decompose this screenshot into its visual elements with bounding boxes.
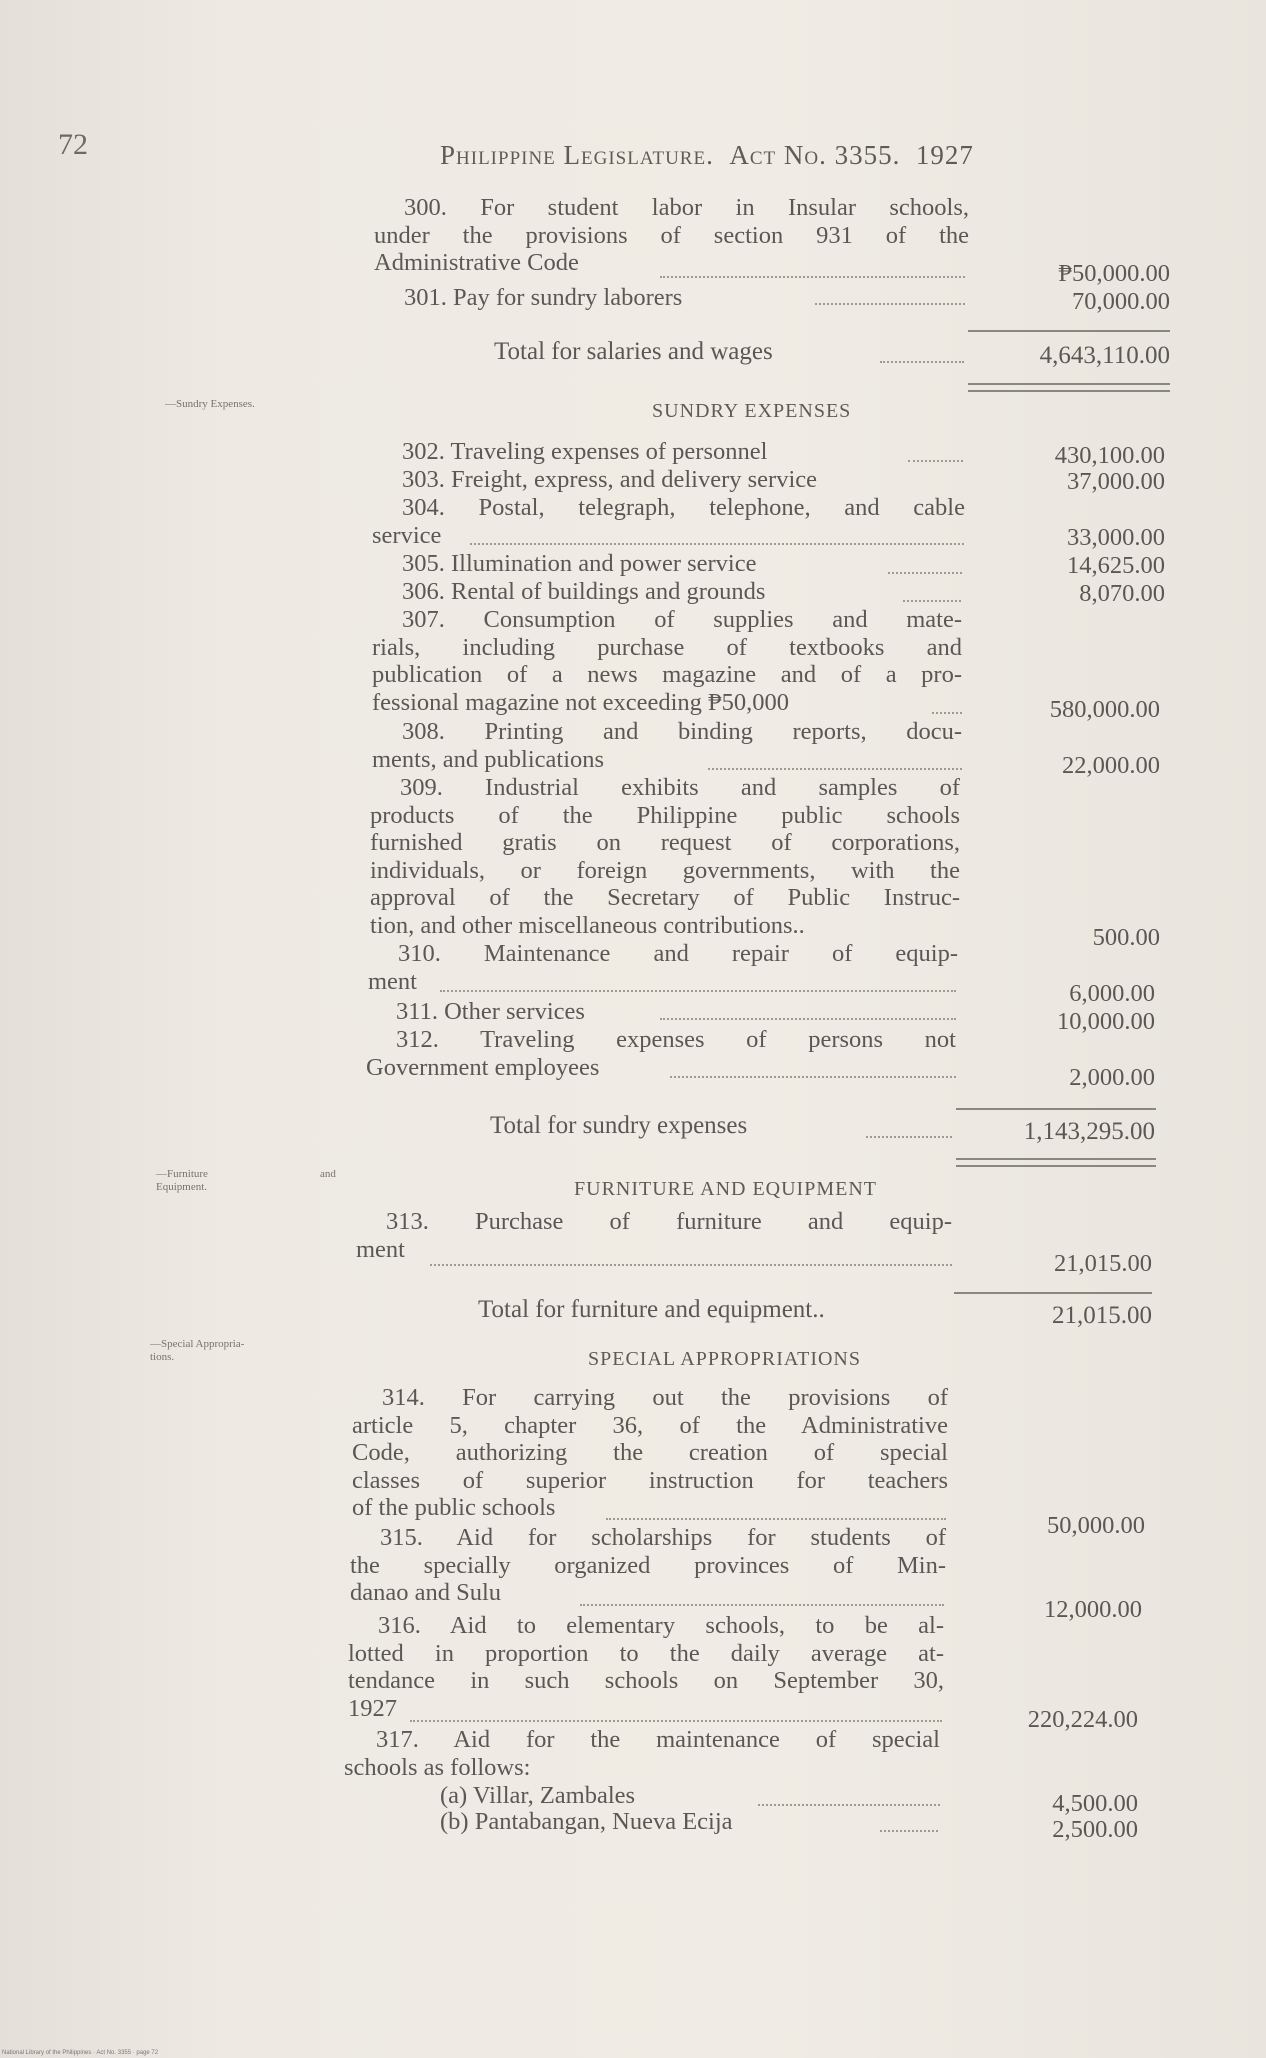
amount-303: 37,000.00 xyxy=(1067,468,1165,495)
amount-310: 6,000.00 xyxy=(1069,980,1155,1007)
amount-314: 50,000.00 xyxy=(1047,1512,1145,1539)
amount-300: ₱50,000.00 xyxy=(1058,260,1170,287)
item-303 xyxy=(402,466,817,494)
leader-dots xyxy=(932,712,962,714)
double-rule xyxy=(968,383,1170,392)
running-head-year: 1927 xyxy=(915,140,974,170)
item-300-line-2: under the provisions of section 931 of the xyxy=(374,221,969,249)
total-salaries-amount: 4,643,110.00 xyxy=(1039,342,1170,369)
amount-306: 8,070.00 xyxy=(1079,580,1165,607)
item-316-line-2: lotted in proportion to the daily average at- xyxy=(348,1639,944,1667)
item-300-line-1: 300. For student labor in Insular schools, xyxy=(404,194,969,221)
item-314-line-2: article 5, chapter 36, of the Administrative xyxy=(352,1411,948,1439)
amount-315: 12,000.00 xyxy=(1044,1596,1142,1623)
item-308-line-2: ments, and publications xyxy=(372,745,605,773)
total-furniture-amount: 21,015.00 xyxy=(1052,1302,1152,1329)
item-317 xyxy=(344,1726,940,1781)
leader-dots xyxy=(815,303,965,305)
item-304 xyxy=(372,494,965,549)
leader-dots xyxy=(660,1018,956,1020)
double-rule xyxy=(956,1158,1156,1167)
item-310 xyxy=(368,940,958,995)
item-307 xyxy=(372,606,962,716)
leader-dots xyxy=(880,361,964,363)
margin-note-furniture-2: Equipment. xyxy=(156,1181,208,1193)
item-315-line-1: 315. Aid for scholarships for students of xyxy=(380,1524,946,1551)
item-315-line-3: danao and Sulu xyxy=(350,1579,502,1606)
running-head xyxy=(440,140,974,171)
amount-313: 21,015.00 xyxy=(1054,1250,1152,1277)
margin-note-furniture-and: and xyxy=(320,1168,336,1180)
item-313-line-1: 313. Purchase of furniture and equip- xyxy=(386,1208,952,1235)
heading-sundry-expenses: SUNDRY EXPENSES xyxy=(652,400,852,422)
item-301-text: 301. Pay for sundry laborers xyxy=(404,284,683,311)
item-312-line-1: 312. Traveling expenses of persons not xyxy=(396,1026,956,1053)
total-salaries-label: Total for salaries and wages xyxy=(494,338,773,365)
item-317b-text: (b) Pantabangan, Nueva Ecija xyxy=(440,1808,733,1835)
margin-note-special-1: —Special Appropria- xyxy=(150,1338,245,1350)
item-304-line-1: 304. Postal, telegraph, telephone, and cable xyxy=(402,494,965,521)
item-316-line-3: tendance in such schools on September 30, xyxy=(348,1667,944,1694)
item-309-line-6: tion, and other miscellaneous contributions.. xyxy=(370,911,805,939)
item-300-line-3: Administrative Code xyxy=(374,249,579,276)
sum-rule xyxy=(956,1108,1156,1110)
leader-dots xyxy=(470,543,964,545)
leader-dots xyxy=(430,1264,952,1266)
item-302 xyxy=(402,438,767,466)
amount-308: 22,000.00 xyxy=(1062,752,1160,779)
margin-note-furniture-1: —Furniture xyxy=(156,1168,208,1180)
item-317-line-2: schools as follows: xyxy=(344,1753,531,1781)
margin-note-special-2: tions. xyxy=(150,1351,175,1363)
margin-note-sundry: —Sundry Expenses. xyxy=(165,398,255,410)
heading-special-appropriations: SPECIAL APPROPRIATIONS xyxy=(588,1348,861,1370)
leader-dots xyxy=(908,460,963,462)
item-314-line-5: of the public schools xyxy=(352,1494,556,1521)
amount-301: 70,000.00 xyxy=(1072,288,1170,315)
page-number: 72 xyxy=(58,128,88,161)
total-sundry-label: Total for sundry expenses xyxy=(490,1112,748,1139)
leader-dots xyxy=(903,600,961,602)
amount-317b: 2,500.00 xyxy=(1052,1816,1138,1843)
item-309-line-2: products of the Philippine public schools xyxy=(370,801,960,829)
item-317-line-1: 317. Aid for the maintenance of special xyxy=(376,1726,940,1753)
item-309-line-1: 309. Industrial exhibits and samples of xyxy=(400,774,960,801)
item-317b xyxy=(440,1808,733,1836)
item-317a-text: (a) Villar, Zambales xyxy=(440,1782,636,1809)
item-314-line-3: Code, authorizing the creation of special xyxy=(352,1439,948,1466)
item-316-line-1: 316. Aid to elementary schools, to be al- xyxy=(378,1612,944,1639)
item-314-line-1: 314. For carrying out the provisions of xyxy=(382,1384,948,1411)
item-315-line-2: the specially organized provinces of Min- xyxy=(350,1551,946,1579)
item-310-line-2: ment xyxy=(368,967,417,995)
item-308-line-1: 308. Printing and binding reports, docu- xyxy=(402,718,962,745)
item-306 xyxy=(402,578,765,606)
item-309-line-5: approval of the Secretary of Public Instruc- xyxy=(370,884,960,911)
sum-rule xyxy=(954,1292,1152,1294)
item-308 xyxy=(372,718,962,773)
running-head-title: Philippine Legislature. xyxy=(440,140,714,170)
item-315 xyxy=(350,1524,946,1607)
item-312-line-2: Government employees xyxy=(366,1053,600,1081)
amount-317a: 4,500.00 xyxy=(1052,1790,1138,1817)
item-312 xyxy=(366,1026,956,1081)
amount-307: 580,000.00 xyxy=(1049,696,1160,723)
item-314-line-4: classes of superior instruction for teachers xyxy=(352,1466,948,1494)
amount-311: 10,000.00 xyxy=(1057,1008,1155,1035)
item-313-line-2: ment xyxy=(356,1235,405,1263)
item-309-line-3: furnished gratis on request of corporations, xyxy=(370,829,960,856)
total-furniture-label: Total for furniture and equipment.. xyxy=(478,1296,825,1323)
sum-rule xyxy=(968,330,1170,332)
leader-dots xyxy=(440,990,956,992)
item-303-text: 303. Freight, express, and delivery service xyxy=(402,466,818,493)
item-307-line-3: publication of a news magazine and of a pro- xyxy=(372,661,962,688)
item-306-text: 306. Rental of buildings and grounds xyxy=(402,578,766,605)
amount-316: 220,224.00 xyxy=(1027,1706,1138,1733)
item-316 xyxy=(348,1612,944,1722)
item-307-line-4: fessional magazine not exceeding ₱50,000 xyxy=(372,688,790,716)
item-311-text: 311. Other services xyxy=(396,998,585,1025)
footer-credit: National Library of the Philippines · Act No. 3355 · page 72 xyxy=(2,2050,159,2056)
item-316-line-4: 1927 xyxy=(348,1694,397,1722)
leader-dots xyxy=(660,276,965,278)
item-302-text: 302. Traveling expenses of personnel xyxy=(402,438,768,465)
item-307-line-2: rials, including purchase of textbooks and xyxy=(372,633,962,661)
item-313 xyxy=(356,1208,952,1263)
item-300 xyxy=(374,194,969,277)
item-305 xyxy=(402,550,756,578)
leader-dots xyxy=(708,768,962,770)
item-314 xyxy=(352,1384,948,1522)
amount-312: 2,000.00 xyxy=(1069,1064,1155,1091)
amount-302: 430,100.00 xyxy=(1054,442,1165,469)
leader-dots xyxy=(580,1604,944,1606)
heading-furniture-equipment: FURNITURE AND EQUIPMENT xyxy=(574,1178,877,1200)
item-311 xyxy=(396,998,585,1026)
amount-304: 33,000.00 xyxy=(1067,524,1165,551)
item-310-line-1: 310. Maintenance and repair of equip- xyxy=(398,940,958,967)
leader-dots xyxy=(866,1136,952,1138)
item-304-line-2: service xyxy=(372,521,442,549)
amount-305: 14,625.00 xyxy=(1067,552,1165,579)
total-sundry-amount: 1,143,295.00 xyxy=(1023,1118,1155,1145)
item-309 xyxy=(370,774,960,939)
item-307-line-1: 307. Consumption of supplies and mate- xyxy=(402,606,962,633)
leader-dots xyxy=(606,1518,946,1520)
leader-dots xyxy=(670,1076,956,1078)
leader-dots xyxy=(758,1804,940,1806)
leader-dots xyxy=(888,572,962,574)
leader-dots xyxy=(880,1830,938,1832)
item-309-line-4: individuals, or foreign governments, with the xyxy=(370,856,960,884)
amount-309: 500.00 xyxy=(1092,924,1160,951)
leader-dots xyxy=(410,1720,942,1722)
running-head-act: Act No. 3355. xyxy=(729,140,901,170)
item-305-text: 305. Illumination and power service xyxy=(402,550,757,577)
item-317a xyxy=(440,1782,635,1810)
item-301 xyxy=(404,284,682,312)
